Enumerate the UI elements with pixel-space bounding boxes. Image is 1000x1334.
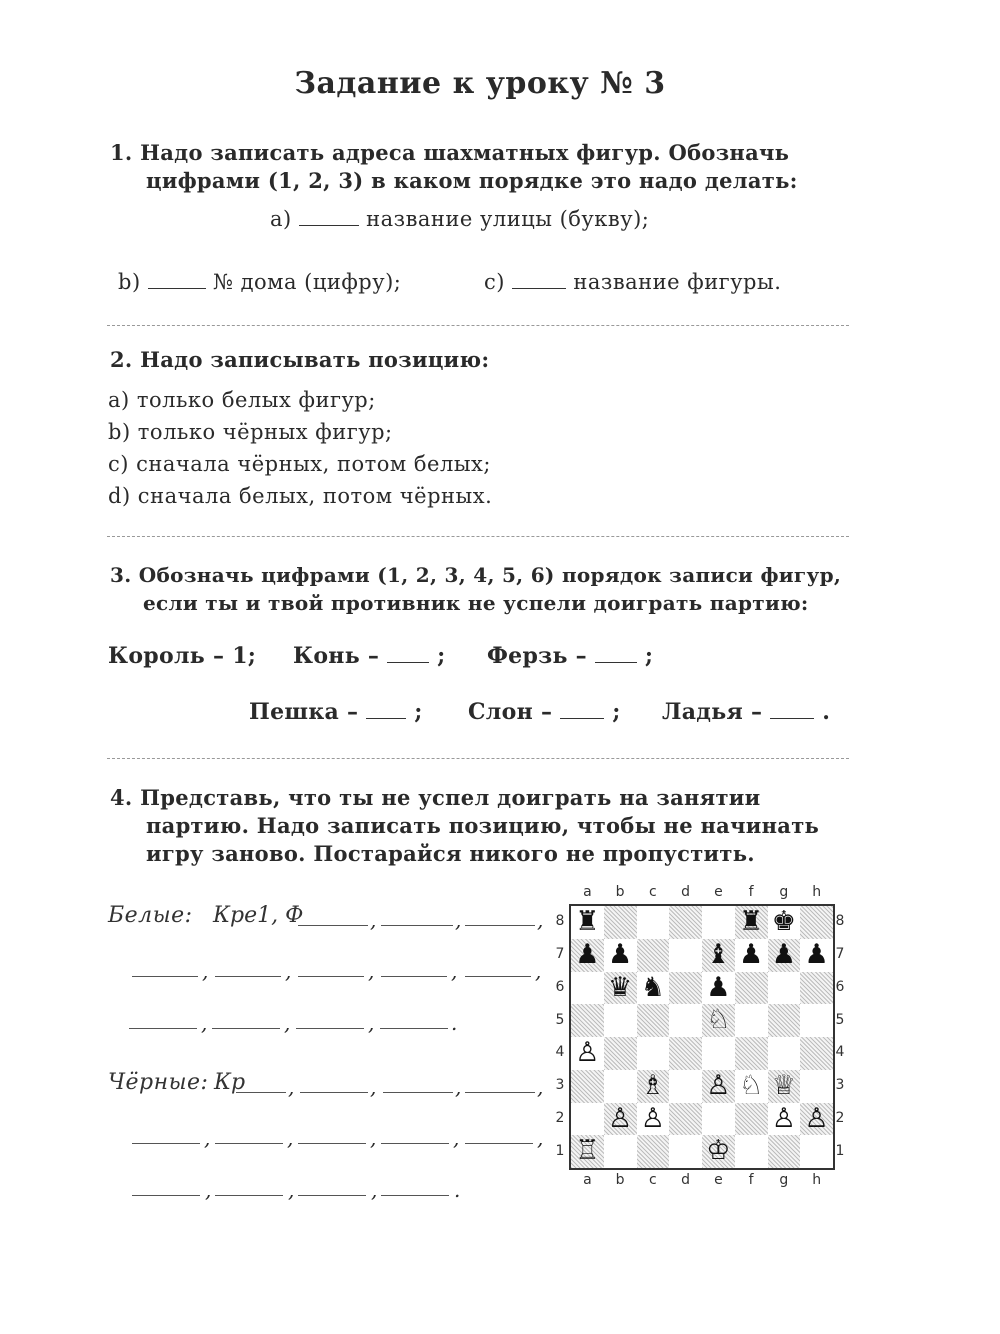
rank-label: 1 <box>555 1142 565 1159</box>
separator-comma: , <box>287 1126 294 1150</box>
separator <box>107 325 849 326</box>
square-c1 <box>637 1135 670 1168</box>
separator-comma: , <box>453 1126 460 1150</box>
answer-blank[interactable] <box>132 1143 200 1144</box>
q1-a-blank[interactable] <box>299 224 359 226</box>
separator-comma: , <box>537 1126 544 1150</box>
file-label: a <box>583 884 592 900</box>
answer-blank[interactable] <box>381 1195 449 1196</box>
q1-option-b <box>118 270 401 294</box>
square-h5 <box>800 1004 833 1037</box>
square-f6 <box>735 972 768 1005</box>
answer-blank[interactable] <box>212 1028 280 1029</box>
q4-line1: 4. Представь, что ты не успел доиграть на занятии <box>110 785 761 810</box>
file-label: f <box>748 1172 754 1188</box>
piece-h2: ♙ <box>804 1102 829 1134</box>
q2-heading: 2. Надо записывать позицию: <box>110 347 490 372</box>
answer-blank[interactable] <box>298 976 364 977</box>
q3-bishop-label: Слон – <box>468 699 553 725</box>
q2-option-c: c) сначала чёрных, потом белых; <box>108 452 491 476</box>
square-h6 <box>800 972 833 1005</box>
square-e2 <box>702 1103 735 1136</box>
piece-g2: ♙ <box>771 1102 796 1134</box>
answer-blank[interactable] <box>215 1143 283 1144</box>
square-d1 <box>669 1135 702 1168</box>
rank-label: 8 <box>835 913 845 930</box>
separator-comma: , <box>202 959 209 983</box>
square-d2 <box>669 1103 702 1136</box>
q1-b-prefix: b) <box>118 270 141 294</box>
piece-f7: ♟ <box>739 938 764 970</box>
piece-h7: ♟ <box>804 938 829 970</box>
black-handwritten: Кр <box>214 1070 246 1095</box>
piece-f8: ♜ <box>739 906 764 937</box>
rank-label: 3 <box>555 1077 565 1094</box>
answer-blank[interactable] <box>465 925 535 926</box>
rank-label: 5 <box>835 1011 845 1028</box>
square-d4 <box>669 1037 702 1070</box>
square-a3 <box>571 1070 604 1103</box>
piece-b7: ♟ <box>608 938 633 970</box>
square-d8 <box>669 906 702 939</box>
file-label: d <box>681 1172 691 1188</box>
board-grid <box>569 904 835 1170</box>
q3-knight-label: Конь – <box>293 643 380 669</box>
piece-e6: ♟ <box>706 971 731 1003</box>
q3-king: Король – 1; <box>108 643 257 669</box>
piece-e7: ♝ <box>706 938 731 970</box>
piece-c6: ♞ <box>640 971 665 1003</box>
separator <box>107 536 849 537</box>
q4-line2: партию. Надо записать позицию, чтобы не начинать <box>146 813 820 838</box>
rank-label: 2 <box>835 1109 845 1126</box>
q1-a-prefix: а) <box>270 207 292 231</box>
separator-comma: , <box>370 908 377 932</box>
piece-e3: ♙ <box>706 1069 731 1101</box>
piece-g8: ♚ <box>771 906 796 937</box>
q3-queen <box>487 643 653 669</box>
separator <box>107 758 849 759</box>
rank-label: 6 <box>555 978 565 995</box>
piece-a7: ♟ <box>575 938 600 970</box>
q1-c-text: название фигуры. <box>573 270 782 294</box>
square-b1 <box>604 1135 637 1168</box>
q2-option-d: d) сначала белых, потом чёрных. <box>108 484 493 508</box>
black-label: Чёрные: <box>108 1070 209 1095</box>
square-d3 <box>669 1070 702 1103</box>
rank-label: 4 <box>835 1044 845 1061</box>
answer-blank[interactable] <box>300 1092 368 1093</box>
square-b3 <box>604 1070 637 1103</box>
answer-blank[interactable] <box>465 1143 533 1144</box>
piece-c2: ♙ <box>640 1102 665 1134</box>
file-label: g <box>779 884 789 900</box>
square-a2 <box>571 1103 604 1136</box>
q1-c-blank[interactable] <box>512 287 566 289</box>
q1-a-text: название улицы (букву); <box>366 207 650 231</box>
file-label: e <box>714 1172 723 1188</box>
piece-e1: ♔ <box>706 1135 731 1167</box>
file-label: b <box>615 1172 625 1188</box>
answer-blank[interactable] <box>381 1143 449 1144</box>
answer-blank[interactable] <box>383 1092 453 1093</box>
file-label: c <box>649 1172 657 1188</box>
white-label: Белые: <box>108 903 193 928</box>
piece-a4: ♙ <box>575 1037 600 1068</box>
page-title: Задание к уроку № 3 <box>294 66 666 101</box>
separator-comma: , <box>204 1126 211 1150</box>
file-label: h <box>812 1172 822 1188</box>
q3-rook-period: . <box>822 699 831 725</box>
q3-knight-blank[interactable] <box>387 661 429 663</box>
square-d5 <box>669 1004 702 1037</box>
answer-blank[interactable] <box>381 976 447 977</box>
square-c4 <box>637 1037 670 1070</box>
square-h8 <box>800 906 833 939</box>
q3-knight-semicolon: ; <box>437 643 446 669</box>
separator-comma: , <box>535 959 542 983</box>
rank-label: 7 <box>835 946 845 963</box>
square-g6 <box>768 972 801 1005</box>
square-h1 <box>800 1135 833 1168</box>
q1-line2: цифрами (1, 2, 3) в каком порядке это надо делать: <box>146 168 798 193</box>
separator-comma: . <box>454 1178 461 1202</box>
square-b8 <box>604 906 637 939</box>
answer-blank[interactable] <box>465 1092 535 1093</box>
q1-line1: 1. Надо записать адреса шахматных фигур. Обозначь <box>110 140 790 165</box>
square-a5 <box>571 1004 604 1037</box>
square-f5 <box>735 1004 768 1037</box>
rank-label: 8 <box>555 913 565 930</box>
square-g1 <box>768 1135 801 1168</box>
q3-rook-label: Ладья – <box>662 699 763 725</box>
file-label: g <box>779 1172 789 1188</box>
square-d7 <box>669 939 702 972</box>
q1-b-text: № дома (цифру); <box>213 270 402 294</box>
file-label: b <box>615 884 625 900</box>
q1-c-prefix: c) <box>484 270 505 294</box>
piece-f3: ♘ <box>739 1069 764 1101</box>
rank-label: 7 <box>555 946 565 963</box>
q3-knight <box>293 643 446 669</box>
square-a6 <box>571 972 604 1005</box>
rank-label: 3 <box>835 1077 845 1094</box>
q3-queen-blank[interactable] <box>595 661 637 663</box>
square-h3 <box>800 1070 833 1103</box>
q1-option-a <box>270 207 649 231</box>
separator-comma: , <box>368 959 375 983</box>
separator-comma: , <box>201 1011 208 1035</box>
answer-blank[interactable] <box>465 976 531 977</box>
square-b5 <box>604 1004 637 1037</box>
rank-label: 2 <box>555 1109 565 1126</box>
chess-board <box>547 882 867 1192</box>
answer-blank[interactable] <box>381 925 453 926</box>
q3-line2: если ты и твой противник не успели доиграть партию: <box>143 591 809 615</box>
square-h4 <box>800 1037 833 1070</box>
square-f4 <box>735 1037 768 1070</box>
rank-label: 5 <box>555 1011 565 1028</box>
separator-comma: , <box>288 1178 295 1202</box>
piece-b2: ♙ <box>608 1102 633 1134</box>
q1-option-c <box>484 270 781 294</box>
piece-c3: ♗ <box>640 1069 665 1101</box>
q3-pawn <box>249 699 423 725</box>
q2-option-b: b) только чёрных фигур; <box>108 420 393 444</box>
separator-comma: , <box>537 908 544 932</box>
q3-line1: 3. Обозначь цифрами (1, 2, 3, 4, 5, 6) порядок записи фигур, <box>110 563 842 587</box>
square-f2 <box>735 1103 768 1136</box>
answer-blank[interactable] <box>298 925 368 926</box>
separator-comma: , <box>368 1011 375 1035</box>
separator-comma: , <box>371 1178 378 1202</box>
piece-g7: ♟ <box>771 938 796 970</box>
q3-rook <box>662 699 830 725</box>
separator-comma: , <box>284 1011 291 1035</box>
q3-queen-semicolon: ; <box>644 643 654 669</box>
piece-b6: ♛ <box>608 971 633 1003</box>
square-c8 <box>637 906 670 939</box>
rank-label: 6 <box>835 978 845 995</box>
piece-a8: ♜ <box>575 906 600 937</box>
answer-blank[interactable] <box>132 1195 200 1196</box>
separator-comma: , <box>205 1178 212 1202</box>
square-g5 <box>768 1004 801 1037</box>
q4-line3: игру заново. Постарайся никого не пропустить. <box>146 841 755 866</box>
separator-comma: , <box>455 908 462 932</box>
answer-blank[interactable] <box>296 1028 364 1029</box>
separator-comma: , <box>370 1075 377 1099</box>
file-label: c <box>649 884 657 900</box>
square-c7 <box>637 939 670 972</box>
q3-bishop-semicolon: ; <box>612 699 621 725</box>
file-label: a <box>583 1172 592 1188</box>
separator-comma: , <box>537 1075 544 1099</box>
q2-option-a: а) только белых фигур; <box>108 388 376 412</box>
answer-blank[interactable] <box>298 1143 366 1144</box>
separator-comma: , <box>288 1075 295 1099</box>
file-label: d <box>681 884 691 900</box>
separator-comma: . <box>451 1011 458 1035</box>
q3-rook-blank[interactable] <box>770 717 814 719</box>
square-d6 <box>669 972 702 1005</box>
separator-comma: , <box>451 959 458 983</box>
square-g4 <box>768 1037 801 1070</box>
q3-pawn-label: Пешка – <box>249 699 359 725</box>
answer-blank[interactable] <box>298 1195 366 1196</box>
square-b4 <box>604 1037 637 1070</box>
answer-blank[interactable] <box>236 1092 286 1093</box>
file-label: e <box>714 884 723 900</box>
separator-comma: , <box>455 1075 462 1099</box>
rank-label: 1 <box>835 1142 845 1159</box>
q3-bishop-blank[interactable] <box>560 717 604 719</box>
white-handwritten: Кре1, Ф <box>213 903 304 928</box>
square-e4 <box>702 1037 735 1070</box>
square-c5 <box>637 1004 670 1037</box>
square-e8 <box>702 906 735 939</box>
answer-blank[interactable] <box>132 976 198 977</box>
separator-comma: , <box>285 959 292 983</box>
q3-pawn-semicolon: ; <box>414 699 423 725</box>
answer-blank[interactable] <box>215 976 281 977</box>
answer-blank[interactable] <box>380 1028 448 1029</box>
q3-pawn-blank[interactable] <box>366 717 406 719</box>
piece-a1: ♖ <box>575 1135 600 1167</box>
piece-e5: ♘ <box>706 1004 731 1036</box>
file-label: h <box>812 884 822 900</box>
q1-b-blank[interactable] <box>148 287 206 289</box>
piece-g3: ♕ <box>771 1069 796 1101</box>
square-f1 <box>735 1135 768 1168</box>
answer-blank[interactable] <box>129 1028 197 1029</box>
rank-label: 4 <box>555 1044 565 1061</box>
file-label: f <box>748 884 754 900</box>
separator-comma: , <box>370 1126 377 1150</box>
q3-queen-label: Ферзь – <box>487 643 587 669</box>
answer-blank[interactable] <box>215 1195 283 1196</box>
q3-bishop <box>468 699 621 725</box>
